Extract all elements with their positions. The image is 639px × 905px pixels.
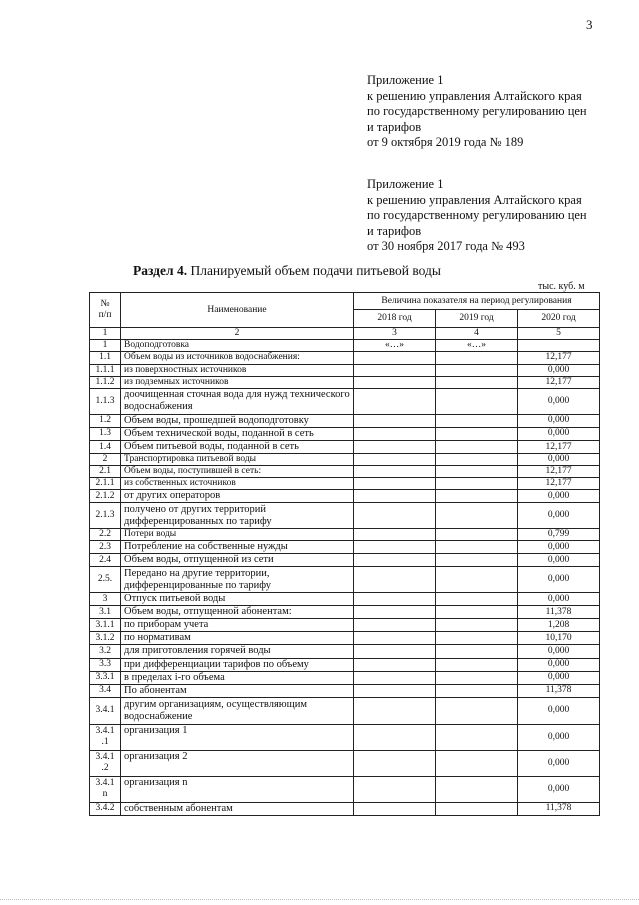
value-2020-cell: 0,000 bbox=[518, 414, 600, 427]
row-number-cell: 3.1.2 bbox=[90, 632, 121, 645]
header-year-2019: 2019 год bbox=[436, 310, 518, 328]
row-number-cell: 3.3 bbox=[90, 658, 121, 671]
row-number-cell: 1.3 bbox=[90, 427, 121, 440]
table-row bbox=[90, 619, 600, 632]
table-row bbox=[90, 671, 600, 684]
row-name-cell: Объем питьевой воды, поданной в сеть bbox=[121, 440, 354, 453]
value-2020-cell: 0,000 bbox=[518, 490, 600, 503]
value-2019-cell bbox=[436, 376, 518, 388]
row-name-cell: от других операторов bbox=[121, 490, 354, 503]
value-2018-cell bbox=[354, 645, 436, 658]
row-number-cell: 3.4.1 bbox=[90, 697, 121, 724]
table-row bbox=[90, 593, 600, 606]
row-number-cell: 3.3.1 bbox=[90, 671, 121, 684]
row-name-cell: Объем воды, отпущенной абонентам: bbox=[121, 606, 354, 619]
header-year-2020: 2020 год bbox=[518, 310, 600, 328]
row-name-cell: Объем воды из источников водоснабжения: bbox=[121, 351, 354, 364]
table-row bbox=[90, 645, 600, 658]
value-2020-cell: 0,000 bbox=[518, 593, 600, 606]
col-number: 3 bbox=[354, 328, 436, 340]
row-number-cell: 1.1 bbox=[90, 351, 121, 364]
appendix-1-line: и тарифов bbox=[367, 119, 422, 134]
table-row bbox=[90, 776, 600, 802]
row-number-cell: 2.1.1 bbox=[90, 478, 121, 490]
table-row bbox=[90, 339, 600, 351]
row-number-cell: 1.1.1 bbox=[90, 364, 121, 376]
value-2019-cell bbox=[436, 750, 518, 776]
row-name-cell: организация n bbox=[121, 776, 354, 802]
row-name-cell: По абонентам bbox=[121, 684, 354, 697]
value-2018-cell bbox=[354, 724, 436, 750]
section-title bbox=[133, 263, 441, 279]
value-2020-cell: 1,208 bbox=[518, 619, 600, 632]
row-number-cell: 2.2 bbox=[90, 529, 121, 541]
table-row bbox=[90, 567, 600, 593]
table-row bbox=[90, 684, 600, 697]
value-2018-cell bbox=[354, 478, 436, 490]
value-2019-cell bbox=[436, 388, 518, 414]
value-2019-cell bbox=[436, 554, 518, 567]
row-number-cell: 2.1.2 bbox=[90, 490, 121, 503]
row-number-cell: 2 bbox=[90, 454, 121, 466]
value-2018-cell bbox=[354, 351, 436, 364]
value-2019-cell bbox=[436, 593, 518, 606]
value-2020-cell: 0,000 bbox=[518, 750, 600, 776]
value-2020-cell: 0,000 bbox=[518, 388, 600, 414]
table-row bbox=[90, 632, 600, 645]
value-2019-cell bbox=[436, 541, 518, 554]
value-2018-cell bbox=[354, 388, 436, 414]
row-name-cell: Водоподготовка bbox=[121, 339, 354, 351]
row-name-cell: по нормативам bbox=[121, 632, 354, 645]
value-2020-cell: 11,378 bbox=[518, 684, 600, 697]
value-2020-cell: 11,378 bbox=[518, 606, 600, 619]
value-2020-cell: 0,799 bbox=[518, 529, 600, 541]
appendix-2-line: к решению управления Алтайского края bbox=[367, 192, 582, 207]
value-2018-cell bbox=[354, 802, 436, 815]
page-bottom-edge bbox=[0, 899, 639, 901]
table-row bbox=[90, 490, 600, 503]
value-2018-cell bbox=[354, 541, 436, 554]
row-name-cell: Потери воды bbox=[121, 529, 354, 541]
page-number: 3 bbox=[586, 17, 593, 32]
value-2018-cell bbox=[354, 776, 436, 802]
value-2020-cell: 0,000 bbox=[518, 541, 600, 554]
value-2018-cell bbox=[354, 466, 436, 478]
value-2020-cell: 12,177 bbox=[518, 376, 600, 388]
col-number: 4 bbox=[436, 328, 518, 340]
appendix-1-header bbox=[367, 73, 587, 151]
value-2019-cell bbox=[436, 724, 518, 750]
value-2018-cell bbox=[354, 567, 436, 593]
value-2018-cell bbox=[354, 440, 436, 453]
row-name-cell: Объем воды, отпущенной из сети bbox=[121, 554, 354, 567]
row-name-cell: в пределах i-го объема bbox=[121, 671, 354, 684]
row-number-cell: 2.4 bbox=[90, 554, 121, 567]
table-row bbox=[90, 466, 600, 478]
appendix-1-line: Приложение 1 bbox=[367, 73, 444, 87]
value-2020-cell: 0,000 bbox=[518, 503, 600, 529]
table-row bbox=[90, 697, 600, 724]
table-row bbox=[90, 606, 600, 619]
value-2020-cell: 0,000 bbox=[518, 776, 600, 802]
header-year-2018: 2018 год bbox=[354, 310, 436, 328]
row-name-cell: организация 2 bbox=[121, 750, 354, 776]
value-2019-cell bbox=[436, 697, 518, 724]
value-2020-cell: 0,000 bbox=[518, 671, 600, 684]
value-2020-cell: 0,000 bbox=[518, 697, 600, 724]
value-2019-cell bbox=[436, 364, 518, 376]
value-2018-cell bbox=[354, 697, 436, 724]
value-2020-cell: 0,000 bbox=[518, 454, 600, 466]
value-2019-cell bbox=[436, 802, 518, 815]
value-2019-cell bbox=[436, 440, 518, 453]
value-2019-cell: «…» bbox=[436, 339, 518, 351]
value-2018-cell bbox=[354, 750, 436, 776]
col-number: 1 bbox=[90, 328, 121, 340]
table-row bbox=[90, 503, 600, 529]
row-number-cell: 2.1 bbox=[90, 466, 121, 478]
row-name-cell: Передано на другие территории, дифференцированные по тарифу bbox=[121, 567, 354, 593]
row-name-cell: Потребление на собственные нужды bbox=[121, 541, 354, 554]
table-row bbox=[90, 388, 600, 414]
table-row bbox=[90, 454, 600, 466]
value-2019-cell bbox=[436, 658, 518, 671]
row-name-cell: из собственных источников bbox=[121, 478, 354, 490]
units-label: тыс. куб. м bbox=[538, 281, 585, 292]
row-number-cell: 3.1 bbox=[90, 606, 121, 619]
value-2018-cell bbox=[354, 364, 436, 376]
value-2018-cell bbox=[354, 414, 436, 427]
value-2019-cell bbox=[436, 684, 518, 697]
table-row bbox=[90, 541, 600, 554]
table-row bbox=[90, 427, 600, 440]
table-row bbox=[90, 478, 600, 490]
value-2020-cell: 0,000 bbox=[518, 724, 600, 750]
value-2018-cell bbox=[354, 427, 436, 440]
value-2018-cell bbox=[354, 619, 436, 632]
value-2019-cell bbox=[436, 645, 518, 658]
table-row bbox=[90, 529, 600, 541]
table-row bbox=[90, 414, 600, 427]
table-body bbox=[90, 339, 600, 815]
row-name-cell: из поверхностных источников bbox=[121, 364, 354, 376]
value-2019-cell bbox=[436, 427, 518, 440]
row-name-cell: Объем воды, прошедшей водоподготовку bbox=[121, 414, 354, 427]
value-2018-cell bbox=[354, 593, 436, 606]
row-number-cell: 3.4.1 .1 bbox=[90, 724, 121, 750]
appendix-2-line: по государственному регулированию цен bbox=[367, 208, 587, 222]
row-name-cell: Объем воды, поступившей в сеть: bbox=[121, 466, 354, 478]
value-2019-cell bbox=[436, 466, 518, 478]
row-number-cell: 2.3 bbox=[90, 541, 121, 554]
value-2018-cell bbox=[354, 503, 436, 529]
appendix-1-line: от 9 октября 2019 года № 189 bbox=[367, 135, 524, 149]
value-2020-cell: 0,000 bbox=[518, 658, 600, 671]
row-name-cell: собственным абонентам bbox=[121, 802, 354, 815]
value-2019-cell bbox=[436, 351, 518, 364]
row-number-cell: 3.4.2 bbox=[90, 802, 121, 815]
value-2018-cell bbox=[354, 376, 436, 388]
value-2019-cell bbox=[436, 606, 518, 619]
row-number-cell: 1.2 bbox=[90, 414, 121, 427]
value-2019-cell bbox=[436, 776, 518, 802]
table-row bbox=[90, 351, 600, 364]
table-row bbox=[90, 658, 600, 671]
value-2019-cell bbox=[436, 503, 518, 529]
row-name-cell: доочищенная сточная вода для нужд технического водоснабжения bbox=[121, 388, 354, 414]
row-name-cell: организация 1 bbox=[121, 724, 354, 750]
value-2020-cell: 0,000 bbox=[518, 554, 600, 567]
header-name: Наименование bbox=[121, 293, 354, 328]
value-2018-cell bbox=[354, 554, 436, 567]
row-number-cell: 1.4 bbox=[90, 440, 121, 453]
value-2019-cell bbox=[436, 490, 518, 503]
value-2020-cell: 0,000 bbox=[518, 427, 600, 440]
appendix-1-line: к решению управления Алтайского края bbox=[367, 88, 582, 103]
value-2019-cell bbox=[436, 671, 518, 684]
value-2020-cell: 0,000 bbox=[518, 567, 600, 593]
value-2020-cell: 12,177 bbox=[518, 440, 600, 453]
header-num: № п/п bbox=[90, 293, 121, 328]
row-number-cell: 3.4.1 .2 bbox=[90, 750, 121, 776]
row-number-cell: 3.4 bbox=[90, 684, 121, 697]
value-2019-cell bbox=[436, 529, 518, 541]
value-2019-cell bbox=[436, 632, 518, 645]
value-2019-cell bbox=[436, 619, 518, 632]
value-2019-cell bbox=[436, 567, 518, 593]
table-row bbox=[90, 376, 600, 388]
value-2018-cell bbox=[354, 490, 436, 503]
table-row bbox=[90, 364, 600, 376]
value-2018-cell bbox=[354, 632, 436, 645]
value-2020-cell: 11,378 bbox=[518, 802, 600, 815]
row-name-cell: по приборам учета bbox=[121, 619, 354, 632]
row-number-cell: 3 bbox=[90, 593, 121, 606]
row-name-cell: для приготовления горячей воды bbox=[121, 645, 354, 658]
value-2019-cell bbox=[436, 478, 518, 490]
row-number-cell: 1.1.3 bbox=[90, 388, 121, 414]
header-period: Величина показателя на период регулирования bbox=[354, 293, 600, 310]
row-number-cell: 2.5. bbox=[90, 567, 121, 593]
value-2019-cell bbox=[436, 414, 518, 427]
value-2020-cell: 0,000 bbox=[518, 364, 600, 376]
row-name-cell: получено от других территорий дифференцированных по тарифу bbox=[121, 503, 354, 529]
table-row bbox=[90, 724, 600, 750]
value-2018-cell bbox=[354, 671, 436, 684]
row-name-cell: Отпуск питьевой воды bbox=[121, 593, 354, 606]
value-2018-cell: «…» bbox=[354, 339, 436, 351]
row-number-cell: 1.1.2 bbox=[90, 376, 121, 388]
row-number-cell: 3.2 bbox=[90, 645, 121, 658]
col-number: 5 bbox=[518, 328, 600, 340]
value-2020-cell: 10,170 bbox=[518, 632, 600, 645]
row-number-cell: 2.1.3 bbox=[90, 503, 121, 529]
row-name-cell: Транспортировка питьевой воды bbox=[121, 454, 354, 466]
value-2020-cell: 0,000 bbox=[518, 645, 600, 658]
appendix-2-header bbox=[367, 177, 587, 255]
value-2018-cell bbox=[354, 606, 436, 619]
value-2018-cell bbox=[354, 529, 436, 541]
value-2020-cell: 12,177 bbox=[518, 351, 600, 364]
row-name-cell: Объем технической воды, поданной в сеть bbox=[121, 427, 354, 440]
row-number-cell: 3.1.1 bbox=[90, 619, 121, 632]
value-2020-cell bbox=[518, 339, 600, 351]
value-2018-cell bbox=[354, 658, 436, 671]
row-number-cell: 1 bbox=[90, 339, 121, 351]
table-row bbox=[90, 802, 600, 815]
appendix-2-line: и тарифов bbox=[367, 223, 422, 238]
water-supply-table bbox=[89, 292, 600, 816]
section-number: Раздел 4. bbox=[133, 263, 188, 278]
value-2018-cell bbox=[354, 454, 436, 466]
appendix-1-line: по государственному регулированию цен bbox=[367, 104, 587, 118]
appendix-2-line: Приложение 1 bbox=[367, 177, 444, 191]
table-row bbox=[90, 554, 600, 567]
value-2020-cell: 12,177 bbox=[518, 478, 600, 490]
row-number-cell: 3.4.1 n bbox=[90, 776, 121, 802]
row-name-cell: из подземных источников bbox=[121, 376, 354, 388]
value-2020-cell: 12,177 bbox=[518, 466, 600, 478]
appendix-2-line: от 30 ноября 2017 года № 493 bbox=[367, 239, 525, 253]
row-name-cell: другим организациям, осуществляющим водоснабжение bbox=[121, 697, 354, 724]
section-name: Планируемый объем подачи питьевой воды bbox=[187, 263, 441, 278]
col-number: 2 bbox=[121, 328, 354, 340]
value-2018-cell bbox=[354, 684, 436, 697]
table-row bbox=[90, 440, 600, 453]
value-2019-cell bbox=[436, 454, 518, 466]
table-row bbox=[90, 750, 600, 776]
row-name-cell: при дифференциации тарифов по объему bbox=[121, 658, 354, 671]
